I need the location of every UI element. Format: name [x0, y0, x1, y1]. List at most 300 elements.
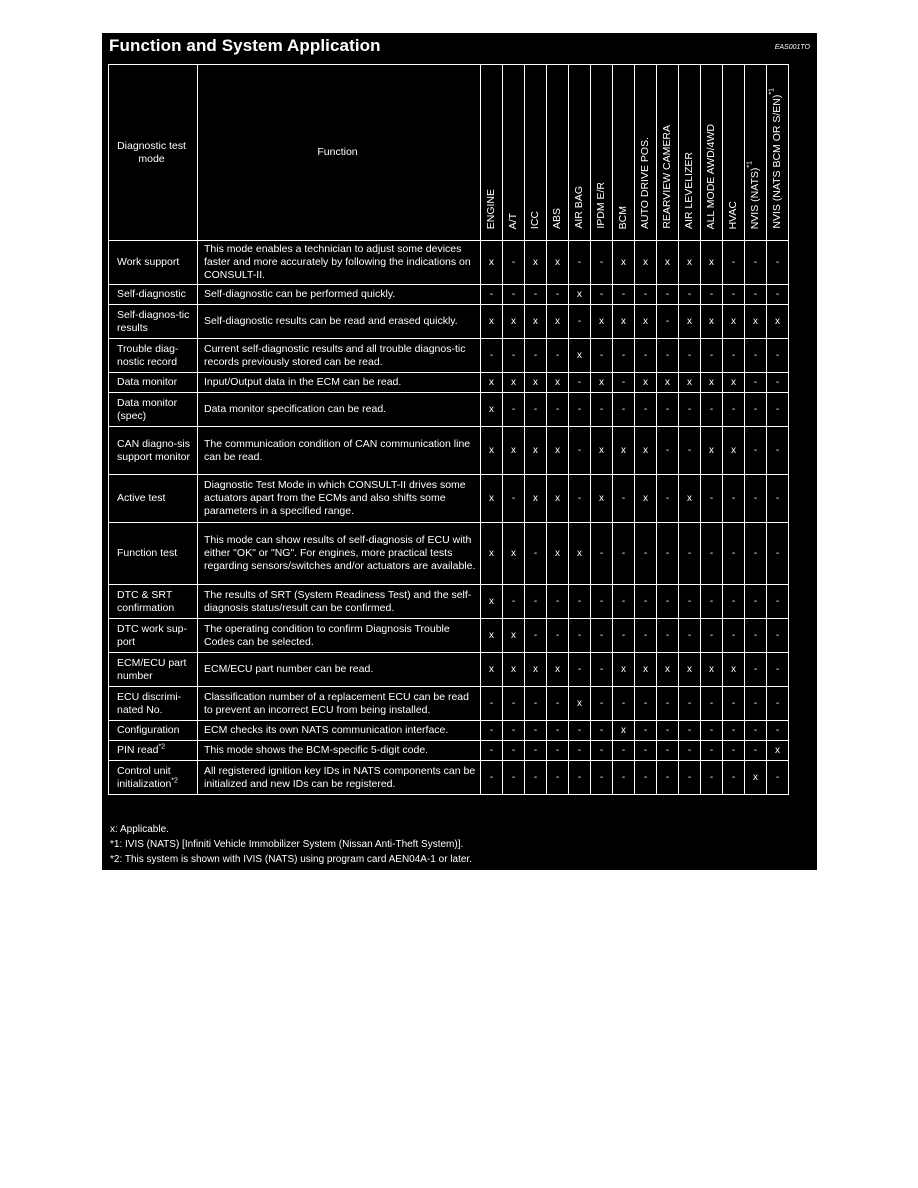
- applicability-cell: -: [481, 721, 503, 741]
- applicability-cell: -: [657, 285, 679, 305]
- applicability-cell: x: [547, 653, 569, 687]
- diagnostic-mode: DTC & SRT confirmation: [117, 588, 175, 614]
- applicability-cell: x: [723, 653, 745, 687]
- system-label: [507, 213, 520, 229]
- function-description: ECM/ECU part number can be read.: [198, 653, 481, 687]
- diagnostic-mode: Self-diagnos-tic results: [117, 308, 190, 334]
- applicability-cell: -: [679, 393, 701, 427]
- applicability-cell: -: [613, 761, 635, 795]
- system-label: [661, 125, 674, 229]
- applicability-cell: -: [525, 339, 547, 373]
- applicability-cell: -: [701, 721, 723, 741]
- diagnostic-mode-cell: [109, 523, 198, 585]
- page-title: Function and System Application: [109, 36, 381, 55]
- applicability-cell: -: [723, 523, 745, 585]
- diagnostic-mode: PIN read: [117, 744, 159, 756]
- table-row: [109, 241, 789, 285]
- applicability-cell: x: [635, 305, 657, 339]
- applicability-cell: -: [569, 427, 591, 475]
- applicability-cell: x: [657, 653, 679, 687]
- applicability-cell: -: [503, 285, 525, 305]
- applicability-cell: x: [591, 475, 613, 523]
- function-description: Current self-diagnostic results and all trouble diagnos-tic records previously stored can be read.: [198, 339, 481, 373]
- system-name: AIR LEVELIZER: [683, 151, 695, 229]
- applicability-cell: -: [503, 687, 525, 721]
- applicability-cell: -: [569, 241, 591, 285]
- diagnostic-mode: Data monitor: [117, 376, 178, 388]
- applicability-cell: -: [767, 393, 789, 427]
- header-system: [481, 65, 503, 241]
- applicability-cell: -: [745, 393, 767, 427]
- applicability-cell: -: [679, 741, 701, 761]
- applicability-cell: -: [569, 761, 591, 795]
- diagnostic-mode-cell: [109, 339, 198, 373]
- system-label: [746, 160, 762, 229]
- applicability-cell: x: [701, 373, 723, 393]
- applicability-cell: x: [679, 241, 701, 285]
- diagnostic-mode: Self-diagnostic: [117, 288, 186, 300]
- applicability-cell: x: [613, 241, 635, 285]
- applicability-cell: x: [547, 305, 569, 339]
- table-row: [109, 285, 789, 305]
- applicability-cell: -: [745, 427, 767, 475]
- applicability-cell: x: [481, 653, 503, 687]
- system-label: [768, 88, 784, 229]
- footnote: *1: IVIS (NATS) [Infiniti Vehicle Immobilizer System (Nissan Anti-Theft System)].: [110, 839, 464, 850]
- applicability-cell: x: [569, 687, 591, 721]
- applicability-cell: -: [591, 687, 613, 721]
- applicability-cell: -: [613, 475, 635, 523]
- applicability-cell: -: [547, 619, 569, 653]
- applicability-cell: -: [481, 761, 503, 795]
- applicability-cell: x: [679, 373, 701, 393]
- system-label: [639, 137, 652, 229]
- applicability-cell: -: [569, 619, 591, 653]
- applicability-cell: -: [613, 339, 635, 373]
- applicability-cell: -: [635, 339, 657, 373]
- diagnostic-mode: Control unit initialization: [117, 764, 172, 790]
- applicability-cell: -: [503, 241, 525, 285]
- system-name: ENGINE: [485, 188, 497, 229]
- applicability-cell: -: [591, 761, 613, 795]
- applicability-cell: -: [503, 741, 525, 761]
- applicability-cell: -: [591, 619, 613, 653]
- applicability-cell: x: [635, 427, 657, 475]
- applicability-cell: -: [723, 619, 745, 653]
- applicability-cell: -: [701, 585, 723, 619]
- applicability-cell: -: [723, 475, 745, 523]
- diagnostic-mode: Trouble diag-nostic record: [117, 342, 179, 368]
- applicability-cell: -: [745, 619, 767, 653]
- table-row: [109, 373, 789, 393]
- applicability-cell: -: [723, 585, 745, 619]
- applicability-cell: -: [701, 687, 723, 721]
- system-label: [617, 206, 630, 229]
- diagnostic-mode: Configuration: [117, 724, 180, 736]
- applicability-cell: -: [745, 721, 767, 741]
- header-mode: Diagnostic test mode: [109, 65, 198, 241]
- applicability-cell: x: [481, 305, 503, 339]
- function-description: Self-diagnostic can be performed quickly.: [198, 285, 481, 305]
- applicability-cell: -: [635, 741, 657, 761]
- applicability-cell: -: [745, 687, 767, 721]
- applicability-cell: -: [657, 339, 679, 373]
- applicability-cell: x: [481, 523, 503, 585]
- footnote: x: Applicable.: [110, 824, 169, 835]
- function-description: The results of SRT (System Readiness Test) and the self-diagnosis status/result can be confirmed.: [198, 585, 481, 619]
- applicability-cell: -: [569, 393, 591, 427]
- header-system: [613, 65, 635, 241]
- applicability-cell: x: [701, 241, 723, 285]
- applicability-cell: x: [547, 475, 569, 523]
- applicability-cell: -: [701, 761, 723, 795]
- applicability-cell: x: [723, 305, 745, 339]
- diagnostic-mode: Work support: [117, 256, 180, 268]
- applicability-cell: -: [635, 523, 657, 585]
- applicability-cell: -: [657, 761, 679, 795]
- applicability-cell: -: [569, 373, 591, 393]
- applicability-cell: x: [525, 305, 547, 339]
- applicability-cell: -: [635, 585, 657, 619]
- applicability-cell: -: [525, 761, 547, 795]
- applicability-cell: -: [679, 427, 701, 475]
- applicability-cell: x: [613, 427, 635, 475]
- applicability-cell: -: [547, 761, 569, 795]
- function-description: Classification number of a replacement ECU can be read to prevent an incorrect ECU from being installed.: [198, 687, 481, 721]
- applicability-cell: x: [503, 373, 525, 393]
- applicability-cell: -: [613, 619, 635, 653]
- applicability-cell: -: [525, 721, 547, 741]
- reference-code: EAS001TO: [774, 44, 810, 51]
- applicability-cell: -: [613, 393, 635, 427]
- diagnostic-mode-cell: [109, 393, 198, 427]
- applicability-cell: -: [591, 523, 613, 585]
- applicability-cell: -: [767, 761, 789, 795]
- system-name: AUTO DRIVE POS.: [639, 137, 651, 229]
- diagnostic-mode: ECU discrimi-nated No.: [117, 690, 182, 716]
- header-system: [657, 65, 679, 241]
- table-row: [109, 427, 789, 475]
- applicability-cell: -: [657, 475, 679, 523]
- diagnostic-mode-cell: [109, 619, 198, 653]
- diagnostic-mode: ECM/ECU part number: [117, 656, 187, 682]
- applicability-cell: x: [635, 241, 657, 285]
- applicability-cell: -: [635, 721, 657, 741]
- applicability-cell: x: [767, 305, 789, 339]
- function-system-panel: [102, 33, 817, 870]
- applicability-cell: -: [503, 585, 525, 619]
- table-row: [109, 741, 789, 761]
- applicability-cell: -: [767, 585, 789, 619]
- applicability-cell: -: [503, 721, 525, 741]
- applicability-cell: -: [591, 393, 613, 427]
- function-description: Input/Output data in the ECM can be read.: [198, 373, 481, 393]
- applicability-cell: x: [701, 427, 723, 475]
- applicability-cell: x: [723, 427, 745, 475]
- applicability-cell: -: [657, 741, 679, 761]
- table-body: [109, 241, 789, 795]
- applicability-cell: x: [591, 427, 613, 475]
- applicability-cell: -: [569, 653, 591, 687]
- applicability-cell: x: [547, 373, 569, 393]
- applicability-cell: -: [591, 339, 613, 373]
- applicability-cell: -: [635, 687, 657, 721]
- header-system: [591, 65, 613, 241]
- applicability-cell: x: [481, 373, 503, 393]
- system-name: NVIS (NATS BCM OR S/EN): [771, 95, 783, 229]
- applicability-cell: -: [767, 241, 789, 285]
- applicability-cell: -: [745, 373, 767, 393]
- applicability-cell: x: [547, 427, 569, 475]
- applicability-cell: -: [701, 339, 723, 373]
- table-row: [109, 761, 789, 795]
- applicability-cell: -: [481, 285, 503, 305]
- applicability-cell: -: [745, 741, 767, 761]
- applicability-cell: -: [547, 721, 569, 741]
- applicability-cell: -: [591, 585, 613, 619]
- system-name: REARVIEW CAMERA: [661, 125, 673, 229]
- applicability-cell: -: [657, 427, 679, 475]
- applicability-cell: -: [569, 475, 591, 523]
- applicability-cell: x: [723, 373, 745, 393]
- applicability-cell: -: [613, 373, 635, 393]
- applicability-cell: -: [723, 687, 745, 721]
- applicability-cell: -: [701, 285, 723, 305]
- application-table: [108, 64, 789, 795]
- applicability-cell: x: [635, 475, 657, 523]
- system-label: [683, 152, 696, 229]
- applicability-cell: x: [635, 373, 657, 393]
- header-system: [723, 65, 745, 241]
- applicability-cell: -: [745, 653, 767, 687]
- applicability-cell: -: [679, 619, 701, 653]
- function-description: Diagnostic Test Mode in which CONSULT-II drives some actuators apart from the ECMs and also shifts some parameters in a specified range.: [198, 475, 481, 523]
- applicability-cell: -: [525, 741, 547, 761]
- applicability-cell: -: [635, 393, 657, 427]
- applicability-cell: x: [481, 475, 503, 523]
- applicability-cell: -: [547, 339, 569, 373]
- applicability-cell: -: [547, 687, 569, 721]
- applicability-cell: x: [503, 619, 525, 653]
- function-description: Self-diagnostic results can be read and erased quickly.: [198, 305, 481, 339]
- applicability-cell: -: [525, 687, 547, 721]
- applicability-cell: -: [503, 339, 525, 373]
- applicability-cell: -: [569, 305, 591, 339]
- applicability-cell: -: [657, 523, 679, 585]
- applicability-cell: -: [525, 585, 547, 619]
- applicability-cell: -: [745, 475, 767, 523]
- diagnostic-mode: CAN diagno-sis support monitor: [117, 437, 190, 463]
- header-system: [569, 65, 591, 241]
- function-description: This mode enables a technician to adjust some devices faster and more accurately by following the indications on CONSULT-II.: [198, 241, 481, 285]
- applicability-cell: x: [525, 241, 547, 285]
- diagnostic-mode-cell: [109, 285, 198, 305]
- applicability-cell: -: [767, 523, 789, 585]
- applicability-cell: -: [745, 585, 767, 619]
- applicability-cell: -: [657, 687, 679, 721]
- diagnostic-mode-cell: [109, 741, 198, 761]
- applicability-cell: -: [635, 619, 657, 653]
- table-row: [109, 523, 789, 585]
- applicability-cell: -: [591, 653, 613, 687]
- diagnostic-mode-cell: [109, 585, 198, 619]
- applicability-cell: -: [657, 393, 679, 427]
- footnote: *2: This system is shown with IVIS (NATS) using program card AEN04A-1 or later.: [110, 854, 472, 865]
- system-label: [595, 182, 608, 229]
- applicability-cell: -: [679, 285, 701, 305]
- function-description: ECM checks its own NATS communication interface.: [198, 721, 481, 741]
- applicability-cell: x: [613, 305, 635, 339]
- system-name: A/T: [507, 212, 519, 229]
- applicability-cell: x: [569, 285, 591, 305]
- applicability-cell: -: [503, 761, 525, 795]
- applicability-cell: -: [767, 285, 789, 305]
- applicability-cell: x: [679, 653, 701, 687]
- system-label: [573, 186, 586, 229]
- header-system: [547, 65, 569, 241]
- applicability-cell: -: [613, 585, 635, 619]
- applicability-cell: x: [767, 741, 789, 761]
- header-system: [745, 65, 767, 241]
- applicability-cell: -: [525, 285, 547, 305]
- mode-footnote-mark: *2: [171, 777, 178, 784]
- applicability-cell: x: [679, 305, 701, 339]
- header-function: Function: [198, 65, 481, 241]
- applicability-cell: x: [701, 653, 723, 687]
- applicability-cell: -: [723, 241, 745, 285]
- diagnostic-mode: Data monitor (spec): [117, 396, 178, 422]
- applicability-cell: -: [745, 241, 767, 285]
- table-row: [109, 475, 789, 523]
- header-row: [109, 65, 789, 241]
- applicability-cell: -: [613, 285, 635, 305]
- applicability-cell: -: [503, 475, 525, 523]
- diagnostic-mode-cell: [109, 373, 198, 393]
- applicability-cell: -: [723, 721, 745, 741]
- applicability-cell: x: [525, 373, 547, 393]
- applicability-cell: -: [635, 761, 657, 795]
- applicability-cell: x: [525, 475, 547, 523]
- applicability-cell: x: [657, 241, 679, 285]
- applicability-cell: -: [613, 523, 635, 585]
- diagnostic-mode-cell: [109, 653, 198, 687]
- system-label: [705, 124, 718, 229]
- table-row: [109, 393, 789, 427]
- applicability-cell: -: [723, 741, 745, 761]
- diagnostic-mode-cell: [109, 475, 198, 523]
- applicability-cell: -: [767, 721, 789, 741]
- applicability-cell: -: [591, 741, 613, 761]
- applicability-cell: -: [547, 393, 569, 427]
- system-name: BCM: [617, 205, 629, 229]
- applicability-cell: -: [679, 761, 701, 795]
- applicability-cell: -: [613, 741, 635, 761]
- applicability-cell: -: [767, 339, 789, 373]
- applicability-cell: -: [767, 653, 789, 687]
- system-name: NVIS (NATS): [749, 167, 761, 229]
- header-system: [525, 65, 547, 241]
- applicability-cell: x: [657, 373, 679, 393]
- diagnostic-mode: Function test: [117, 547, 178, 559]
- system-label: [551, 208, 564, 229]
- applicability-cell: -: [657, 619, 679, 653]
- applicability-cell: x: [613, 721, 635, 741]
- applicability-cell: -: [569, 585, 591, 619]
- applicability-cell: x: [547, 241, 569, 285]
- function-description: The communication condition of CAN communication line can be read.: [198, 427, 481, 475]
- diagnostic-mode-cell: [109, 721, 198, 741]
- function-description: Data monitor specification can be read.: [198, 393, 481, 427]
- applicability-cell: -: [679, 339, 701, 373]
- function-description: The operating condition to confirm Diagnosis Trouble Codes can be selected.: [198, 619, 481, 653]
- system-footnote-mark: *1: [768, 88, 776, 96]
- applicability-cell: -: [525, 393, 547, 427]
- mode-footnote-mark: *2: [158, 743, 166, 751]
- applicability-cell: -: [547, 585, 569, 619]
- applicability-cell: -: [481, 687, 503, 721]
- applicability-cell: -: [701, 393, 723, 427]
- function-description: This mode shows the BCM-specific 5-digit code.: [198, 741, 481, 761]
- applicability-cell: -: [701, 475, 723, 523]
- table-row: [109, 339, 789, 373]
- applicability-cell: -: [701, 619, 723, 653]
- table-row: [109, 653, 789, 687]
- applicability-cell: -: [547, 741, 569, 761]
- applicability-cell: -: [701, 523, 723, 585]
- header-system: [767, 65, 789, 241]
- footnotes: [110, 822, 472, 867]
- applicability-cell: x: [745, 761, 767, 795]
- applicability-cell: x: [745, 305, 767, 339]
- applicability-cell: -: [657, 721, 679, 741]
- applicability-cell: -: [679, 585, 701, 619]
- diagnostic-mode-cell: [109, 427, 198, 475]
- applicability-cell: x: [481, 619, 503, 653]
- applicability-cell: -: [767, 619, 789, 653]
- applicability-cell: x: [503, 427, 525, 475]
- applicability-cell: -: [613, 687, 635, 721]
- applicability-cell: -: [701, 741, 723, 761]
- applicability-cell: -: [723, 761, 745, 795]
- applicability-cell: -: [591, 241, 613, 285]
- header-system: [503, 65, 525, 241]
- applicability-cell: -: [767, 687, 789, 721]
- system-name: ABS: [551, 207, 563, 229]
- system-label: [727, 201, 740, 229]
- system-name: HVAC: [727, 200, 739, 229]
- applicability-cell: -: [723, 285, 745, 305]
- applicability-cell: -: [723, 393, 745, 427]
- applicability-cell: x: [569, 523, 591, 585]
- function-description: This mode can show results of self-diagnosis of ECU with either "OK" or "NG". For engines, more practical tests regarding sensors/switches and/or actuators are available.: [198, 523, 481, 585]
- applicability-cell: x: [547, 523, 569, 585]
- applicability-cell: -: [679, 721, 701, 741]
- applicability-cell: -: [569, 721, 591, 741]
- diagnostic-mode-cell: [109, 761, 198, 795]
- applicability-cell: -: [767, 373, 789, 393]
- header-system: [701, 65, 723, 241]
- applicability-cell: -: [635, 285, 657, 305]
- system-name: ICC: [529, 210, 541, 229]
- applicability-cell: x: [591, 305, 613, 339]
- table-row: [109, 585, 789, 619]
- applicability-cell: x: [525, 427, 547, 475]
- applicability-cell: x: [635, 653, 657, 687]
- applicability-cell: x: [503, 653, 525, 687]
- applicability-cell: x: [591, 373, 613, 393]
- diagnostic-mode: Active test: [117, 492, 166, 504]
- applicability-cell: -: [723, 339, 745, 373]
